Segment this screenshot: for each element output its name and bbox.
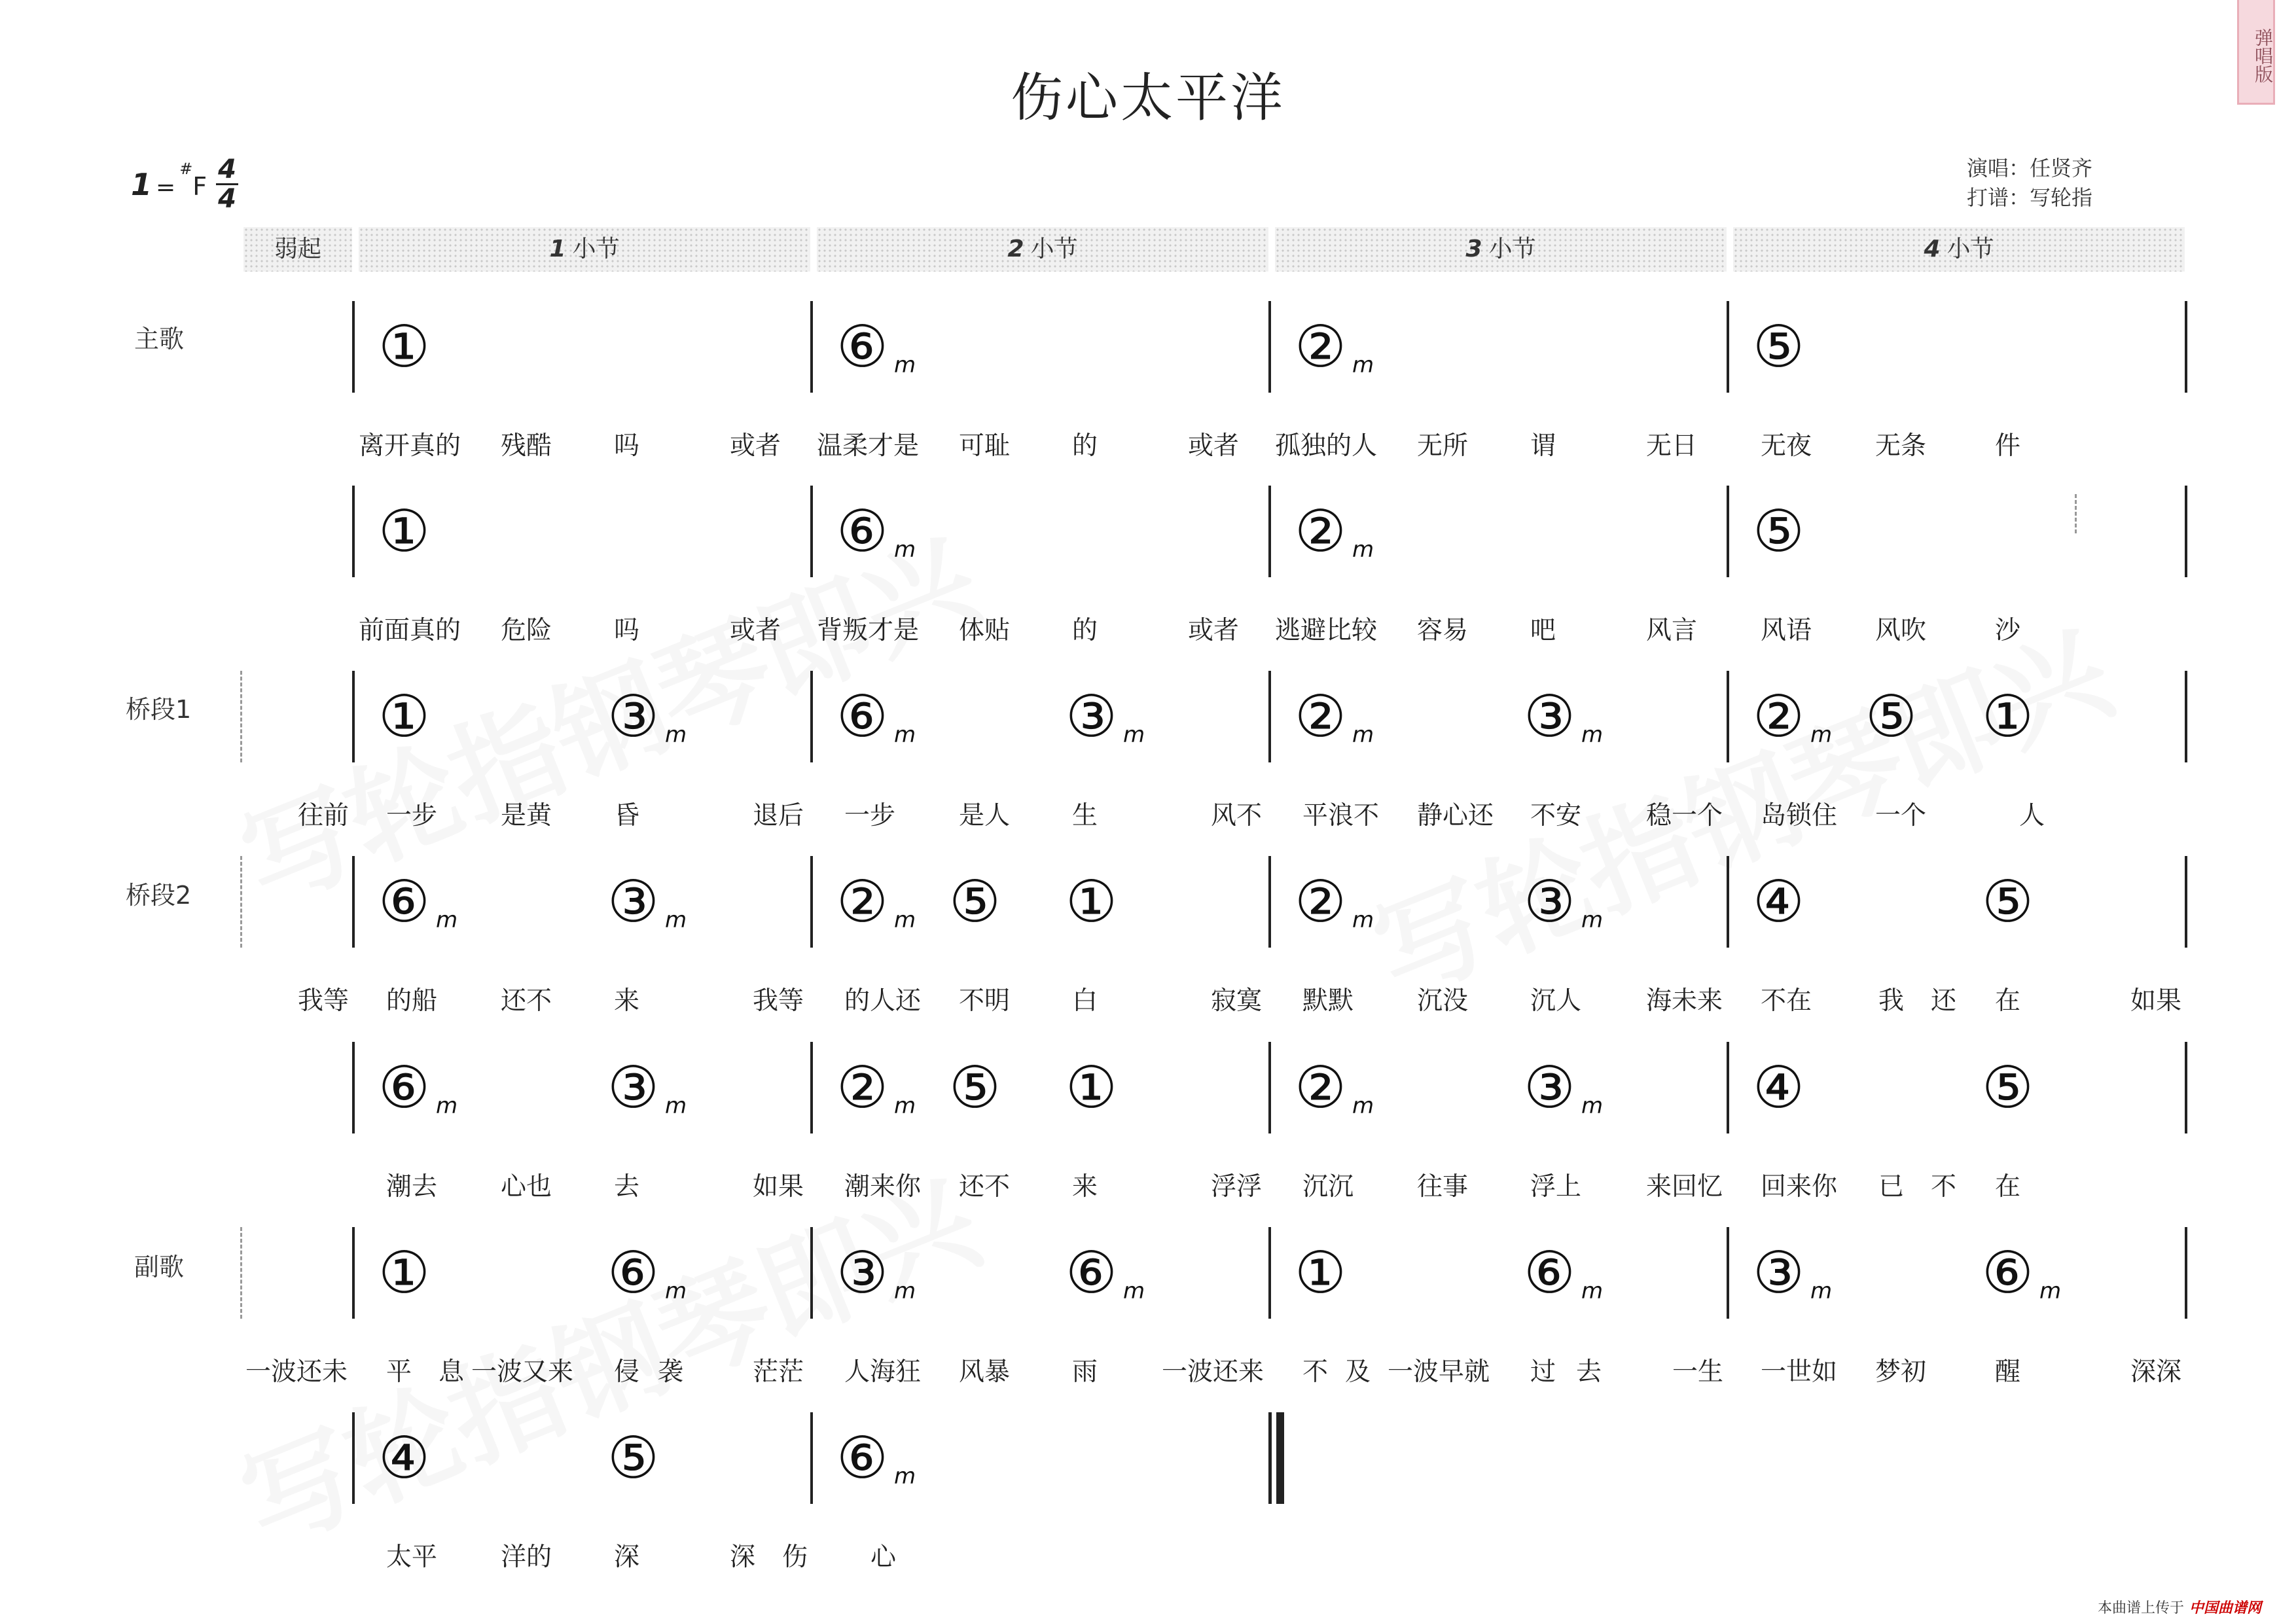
bar-line	[810, 1412, 813, 1504]
chord-symbol: ②	[1753, 683, 1804, 750]
lyric-syllable: 茫茫	[753, 1357, 804, 1387]
section-label-bridge2: 桥段2	[126, 881, 192, 910]
lyric-syllable: 风不	[1211, 801, 1263, 830]
lyric-syllable: 背叛才是	[817, 616, 920, 645]
chord-minor-suffix: m	[665, 907, 687, 933]
chord-minor-suffix: m	[665, 722, 687, 748]
lyric-syllable: 息	[439, 1357, 465, 1387]
chord-symbol: ③	[607, 1054, 659, 1121]
lyric-syllable: 或者	[1188, 616, 1240, 645]
bar-line	[2185, 486, 2187, 577]
lyric-syllable: 的	[1072, 616, 1098, 645]
bar-line	[2185, 1227, 2187, 1319]
lyric-syllable: 心	[870, 1543, 897, 1572]
pickup-divider	[240, 1227, 242, 1319]
chord-minor-suffix: m	[1352, 537, 1374, 563]
chord-symbol: ⑥	[1524, 1239, 1575, 1306]
lyric-syllable: 体贴	[959, 616, 1011, 645]
chord-symbol: ⑤	[607, 1424, 659, 1491]
lyric-syllable: 深深	[2130, 1357, 2182, 1387]
lyric-syllable: 默默	[1302, 986, 1354, 1016]
lyric-syllable: 的船	[386, 986, 438, 1016]
lyric-syllable: 沙	[1995, 616, 2021, 645]
bar-line	[1268, 301, 1271, 393]
chord-symbol: ③	[1524, 1054, 1575, 1121]
chord-symbol: ⑥	[607, 1239, 659, 1306]
footer-text: 本曲谱上传于	[2098, 1600, 2185, 1616]
chord-symbol: ④	[378, 1424, 430, 1491]
lyric-syllable: 心也	[501, 1172, 552, 1202]
chord-minor-suffix: m	[894, 352, 916, 378]
lyric-syllable: 及	[1345, 1357, 1371, 1387]
bar-line	[352, 486, 355, 577]
lyric-syllable: 温柔才是	[817, 431, 920, 461]
chord-minor-suffix: m	[1352, 352, 1374, 378]
chord-minor-suffix: m	[894, 1278, 916, 1304]
bar-line	[1727, 486, 1729, 577]
lyric-syllable: 过	[1530, 1357, 1556, 1387]
lyric-syllable: 去	[1576, 1357, 1602, 1387]
lyric-syllable: 醒	[1995, 1357, 2021, 1387]
lyric-syllable: 平浪不	[1302, 801, 1380, 830]
site-logo: 中国曲谱网	[2189, 1600, 2262, 1616]
chord-minor-suffix: m	[894, 1093, 916, 1119]
chord-minor-suffix: m	[1810, 1278, 1833, 1304]
chord-symbol: ⑤	[1865, 683, 1917, 750]
lyric-syllable: 平	[386, 1357, 412, 1387]
lyric-syllable: 浮浮	[1211, 1172, 1263, 1202]
lyric-syllable: 风暴	[959, 1357, 1011, 1387]
lyric-syllable: 如果	[2130, 986, 2182, 1016]
bar-line	[2185, 1042, 2187, 1133]
time-signature	[216, 156, 238, 213]
bar-line	[1268, 671, 1271, 762]
final-barline-thick	[1276, 1412, 1284, 1504]
lyric-syllable: 浮上	[1530, 1172, 1582, 1202]
bar-line	[2185, 301, 2187, 393]
bar-line	[810, 671, 813, 762]
final-barline-thin	[1268, 1412, 1272, 1504]
chord-symbol: ①	[378, 313, 430, 380]
measure-number: 4	[1924, 236, 1941, 262]
lyric-syllable: 往前	[298, 801, 350, 830]
chord-minor-suffix: m	[894, 722, 916, 748]
lyric-syllable: 雨	[1072, 1357, 1098, 1387]
credits	[1967, 154, 2092, 213]
lyric-syllable: 往事	[1417, 1172, 1469, 1202]
lyric-syllable: 不明	[959, 986, 1011, 1016]
bar-line	[810, 301, 813, 393]
key-signature	[131, 160, 207, 202]
chord-minor-suffix: m	[1581, 722, 1604, 748]
chord-symbol: ③	[1524, 683, 1575, 750]
lyric-syllable: 在	[1995, 1172, 2021, 1202]
sharp-icon: #	[179, 160, 193, 178]
measure-header-4: 4 小节	[1733, 227, 2185, 272]
chord-minor-suffix: m	[894, 1463, 916, 1489]
chord-minor-suffix: m	[1581, 1278, 1604, 1304]
chord-symbol: ②	[836, 1054, 888, 1121]
lyric-syllable: 逃避比较	[1275, 616, 1378, 645]
lyric-syllable: 退后	[753, 801, 804, 830]
measure-header-1: 1 小节	[359, 227, 810, 272]
meter-top: 4	[218, 154, 236, 185]
edition-badge: 弹唱版	[2237, 0, 2275, 105]
chord-minor-suffix: m	[1123, 1278, 1145, 1304]
chord-symbol: ⑥	[1066, 1239, 1117, 1306]
chord-symbol: ②	[1295, 497, 1346, 565]
lyric-syllable: 谓	[1530, 431, 1556, 461]
chord-symbol: ③	[1524, 868, 1575, 935]
lyric-syllable: 还不	[501, 986, 552, 1016]
lyric-syllable: 孤独的人	[1275, 431, 1378, 461]
chord-symbol: ①	[1982, 683, 2034, 750]
chord-symbol: ①	[378, 1239, 430, 1306]
lyric-syllable: 我等	[298, 986, 350, 1016]
chord-symbol: ⑤	[1982, 868, 2034, 935]
bar-line	[352, 1412, 355, 1504]
chord-symbol: ①	[1066, 868, 1117, 935]
lyric-syllable: 伤	[782, 1543, 808, 1572]
lyric-syllable: 静心还	[1417, 801, 1494, 830]
lyric-syllable: 或者	[730, 616, 781, 645]
bar-line	[1268, 1227, 1271, 1319]
lyric-syllable: 是人	[959, 801, 1011, 830]
bar-line	[1727, 856, 1729, 948]
lyric-syllable: 岛锁住	[1761, 801, 1838, 830]
section-end-marker	[2075, 494, 2077, 533]
lyric-syllable: 潮来你	[844, 1172, 922, 1202]
lyric-syllable: 一波还来	[1162, 1357, 1265, 1387]
bar-line	[1727, 1227, 1729, 1319]
bar-line	[1268, 856, 1271, 948]
lyric-syllable: 沉人	[1530, 986, 1582, 1016]
lyric-syllable: 来回忆	[1646, 1172, 1723, 1202]
chord-symbol: ②	[1295, 868, 1346, 935]
lyric-syllable: 潮去	[386, 1172, 438, 1202]
chord-minor-suffix: m	[665, 1278, 687, 1304]
chord-symbol: ⑥	[836, 497, 888, 565]
lyric-syllable: 不安	[1530, 801, 1582, 830]
chord-symbol: ⑤	[1753, 497, 1804, 565]
lyric-syllable: 生	[1072, 801, 1098, 830]
key-degree: 1	[131, 167, 152, 202]
measure-number: 3	[1465, 236, 1482, 262]
lyric-syllable: 梦初	[1875, 1357, 1927, 1387]
chord-symbol: ②	[1295, 683, 1346, 750]
lyric-syllable: 人海狂	[844, 1357, 922, 1387]
bar-line	[810, 1227, 813, 1319]
measure-header-3: 3 小节	[1275, 227, 1727, 272]
lyric-syllable: 吧	[1530, 616, 1556, 645]
chord-symbol: ③	[607, 683, 659, 750]
pickup-divider	[240, 671, 242, 762]
bar-line	[1268, 1042, 1271, 1133]
chord-symbol: ④	[1753, 868, 1804, 935]
measure-header-2: 2 小节	[817, 227, 1268, 272]
chord-symbol: ③	[607, 868, 659, 935]
bar-line	[1727, 301, 1729, 393]
bar-line	[352, 1042, 355, 1133]
lyric-syllable: 回来你	[1761, 1172, 1838, 1202]
lyric-syllable: 风言	[1646, 616, 1698, 645]
section-label-verse: 主歌	[134, 325, 185, 353]
lyric-syllable: 侵	[614, 1357, 640, 1387]
lyric-syllable: 一波早就	[1388, 1357, 1490, 1387]
lyric-syllable: 不	[1931, 1172, 1957, 1202]
chord-symbol: ⑥	[378, 868, 430, 935]
chord-symbol: ①	[1295, 1239, 1346, 1306]
lyric-syllable: 一波又来	[471, 1357, 574, 1387]
lyric-syllable: 还不	[959, 1172, 1011, 1202]
lyric-syllable: 吗	[614, 616, 640, 645]
chord-minor-suffix: m	[894, 537, 916, 563]
meter-bottom: 4	[218, 184, 236, 214]
lyric-syllable: 吗	[614, 431, 640, 461]
measure-number: 2	[1007, 236, 1024, 262]
lyric-syllable: 寂寞	[1211, 986, 1263, 1016]
chord-symbol: ⑥	[378, 1054, 430, 1121]
chord-minor-suffix: m	[1352, 722, 1374, 748]
chord-minor-suffix: m	[1581, 1093, 1604, 1119]
chord-symbol: ③	[1753, 1239, 1804, 1306]
pickup-divider	[240, 856, 242, 948]
lyric-syllable: 一生	[1672, 1357, 1724, 1387]
chord-minor-suffix: m	[2039, 1278, 2062, 1304]
bar-line	[352, 301, 355, 393]
singer-credit: 演唱：任贤齐	[1967, 156, 2093, 181]
chord-symbol: ⑤	[949, 1054, 1001, 1121]
chord-symbol: ⑤	[1982, 1054, 2034, 1121]
lyric-syllable: 沉没	[1417, 986, 1469, 1016]
chord-symbol: ③	[836, 1239, 888, 1306]
lyric-syllable: 无条	[1875, 431, 1927, 461]
bar-line	[1268, 486, 1271, 577]
measure-number: 1	[549, 236, 566, 262]
lyric-syllable: 无所	[1417, 431, 1469, 461]
lyric-syllable: 件	[1995, 431, 2021, 461]
bar-line	[1727, 1042, 1729, 1133]
arranger-credit: 打谱：写轮指	[1967, 185, 2093, 210]
lyric-syllable: 一波还未	[245, 1357, 348, 1387]
section-label-bridge1: 桥段1	[126, 695, 192, 724]
song-title: 伤心太平洋	[1011, 67, 1285, 128]
lyric-syllable: 我等	[753, 986, 804, 1016]
bar-line	[810, 1042, 813, 1133]
lyric-syllable: 风语	[1761, 616, 1812, 645]
lyric-syllable: 离开真的	[359, 431, 461, 461]
chord-minor-suffix: m	[665, 1093, 687, 1119]
lyric-syllable: 容易	[1417, 616, 1469, 645]
lyric-syllable: 来	[614, 986, 640, 1016]
chord-symbol: ⑥	[836, 1424, 888, 1491]
key-equals: =	[156, 174, 176, 201]
lyric-syllable: 袭	[658, 1357, 684, 1387]
bar-line	[2185, 671, 2187, 762]
lyric-syllable: 无夜	[1761, 431, 1812, 461]
lyric-syllable: 人	[2019, 801, 2045, 830]
lyric-syllable: 一步	[386, 801, 438, 830]
lyric-syllable: 一世如	[1761, 1357, 1838, 1387]
lyric-syllable: 洋的	[501, 1543, 552, 1572]
chord-symbol: ④	[1753, 1054, 1804, 1121]
bar-line	[352, 856, 355, 948]
chord-symbol: ⑥	[1982, 1239, 2034, 1306]
lyric-syllable: 的人还	[844, 986, 922, 1016]
bar-line	[352, 671, 355, 762]
lyric-syllable: 前面真的	[359, 616, 461, 645]
lyric-syllable: 去	[614, 1172, 640, 1202]
lyric-syllable: 太平	[386, 1543, 438, 1572]
lyric-syllable: 不在	[1761, 986, 1812, 1016]
lyric-syllable: 昏	[614, 801, 640, 830]
chord-symbol: ②	[836, 868, 888, 935]
lyric-syllable: 深	[730, 1543, 756, 1572]
lyric-syllable: 的	[1072, 431, 1098, 461]
chord-minor-suffix: m	[1352, 907, 1374, 933]
lyric-syllable: 可耻	[959, 431, 1011, 461]
chord-symbol: ⑥	[836, 683, 888, 750]
lyric-syllable: 或者	[730, 431, 781, 461]
lyric-syllable: 或者	[1188, 431, 1240, 461]
chord-minor-suffix: m	[1581, 907, 1604, 933]
chord-symbol: ②	[1295, 313, 1346, 380]
lyric-syllable: 风吹	[1875, 616, 1927, 645]
pickup-header: 弱起	[243, 227, 352, 272]
chord-minor-suffix: m	[1352, 1093, 1374, 1119]
chord-symbol: ⑤	[949, 868, 1001, 935]
chord-symbol: ①	[378, 683, 430, 750]
lyric-syllable: 深	[614, 1543, 640, 1572]
lyric-syllable: 白	[1072, 986, 1098, 1016]
lyric-syllable: 在	[1995, 986, 2021, 1016]
chord-symbol: ⑤	[1753, 313, 1804, 380]
chord-minor-suffix: m	[1810, 722, 1833, 748]
lyric-syllable: 还	[1931, 986, 1957, 1016]
lyric-syllable: 已	[1878, 1172, 1905, 1202]
footer	[2098, 1597, 2261, 1617]
lyric-syllable: 无日	[1646, 431, 1698, 461]
chord-symbol: ①	[378, 497, 430, 565]
lyric-syllable: 一步	[844, 801, 896, 830]
chord-minor-suffix: m	[1123, 722, 1145, 748]
lyric-syllable: 如果	[753, 1172, 804, 1202]
bar-line	[352, 1227, 355, 1319]
chord-symbol: ③	[1066, 683, 1117, 750]
chord-minor-suffix: m	[436, 907, 458, 933]
bar-line	[1727, 671, 1729, 762]
bar-line	[810, 486, 813, 577]
lyric-syllable: 是黄	[501, 801, 552, 830]
bar-line	[810, 856, 813, 948]
lyric-syllable: 稳一个	[1646, 801, 1723, 830]
lyric-syllable: 我	[1878, 986, 1905, 1016]
lyric-syllable: 不	[1302, 1357, 1329, 1387]
chord-minor-suffix: m	[436, 1093, 458, 1119]
lyric-syllable: 沉沉	[1302, 1172, 1354, 1202]
lyric-syllable: 危险	[501, 616, 552, 645]
bar-line	[2185, 856, 2187, 948]
chord-symbol: ①	[1066, 1054, 1117, 1121]
chord-symbol: ②	[1295, 1054, 1346, 1121]
chord-minor-suffix: m	[894, 907, 916, 933]
lyric-syllable: 残酷	[501, 431, 552, 461]
lyric-syllable: 来	[1072, 1172, 1098, 1202]
key-note: F	[192, 172, 207, 201]
section-label-chorus: 副歌	[134, 1253, 185, 1281]
lyric-syllable: 海未来	[1646, 986, 1723, 1016]
lyric-syllable: 一个	[1875, 801, 1927, 830]
chord-symbol: ⑥	[836, 313, 888, 380]
